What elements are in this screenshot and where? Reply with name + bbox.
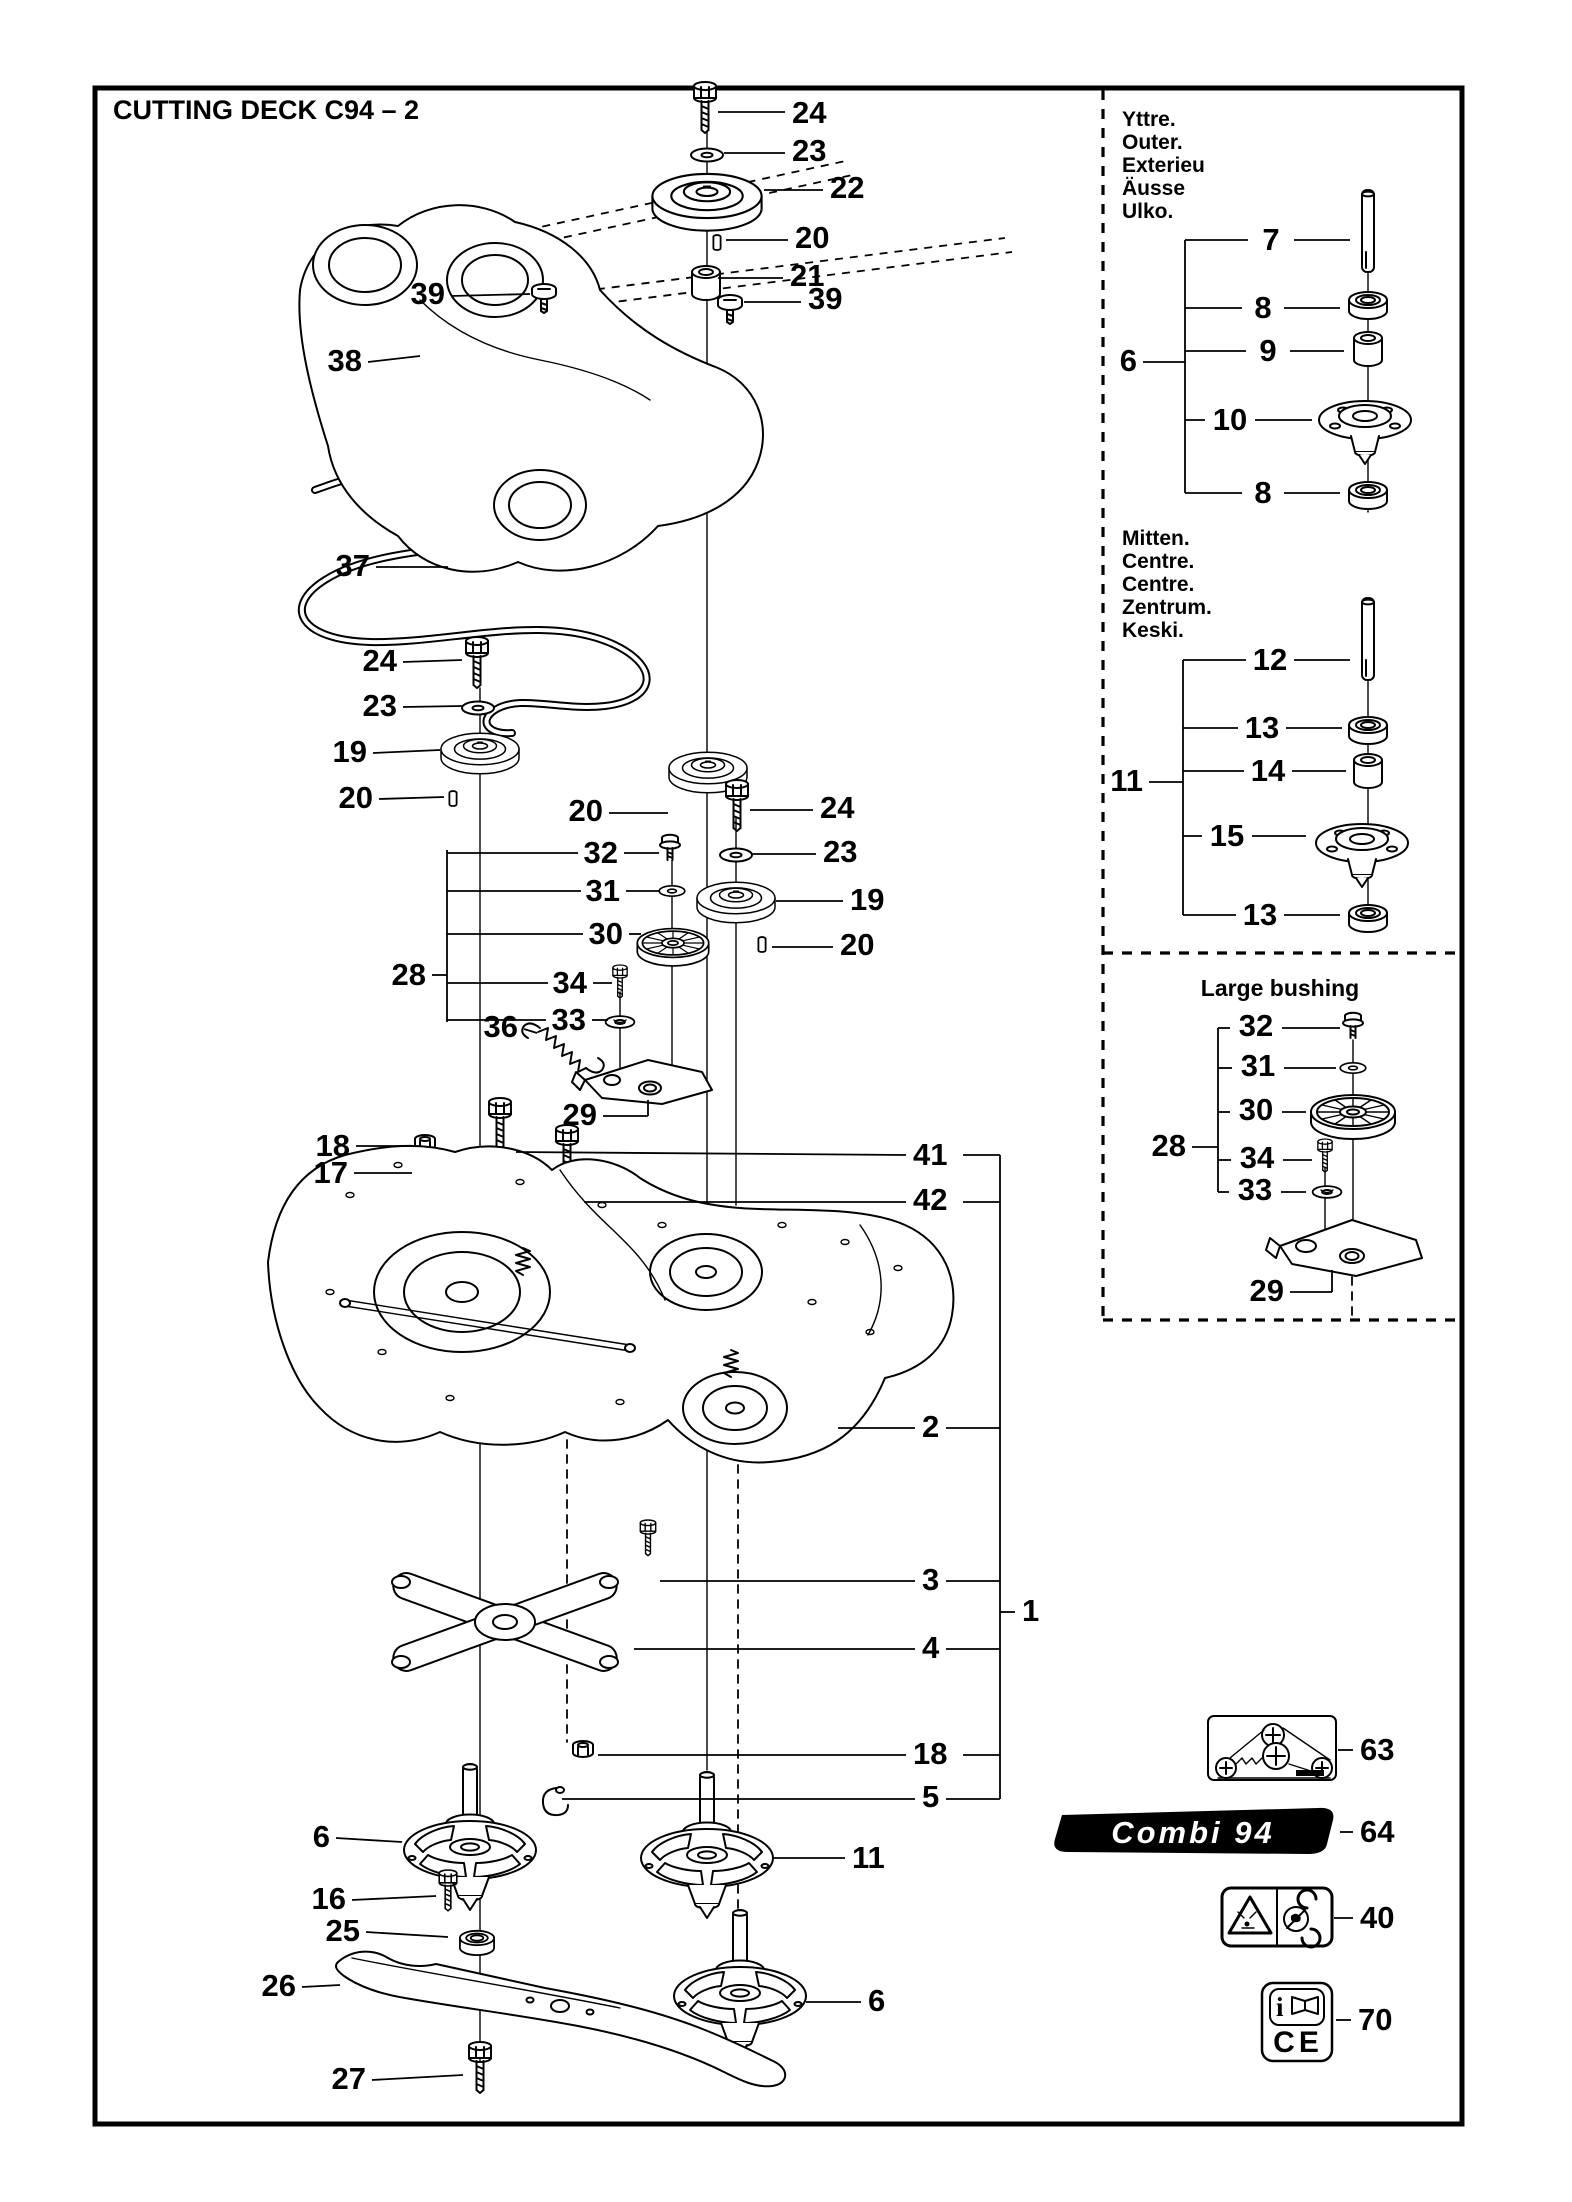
callout-leader-line [352, 1896, 436, 1900]
callout-18: 18 [913, 1736, 948, 1771]
legend-line: Exterieu [1122, 154, 1205, 177]
callout-24: 24 [362, 643, 397, 678]
callout-37: 37 [335, 548, 370, 583]
callout-leader-line [302, 1985, 340, 1987]
callout-39: 39 [808, 281, 843, 316]
callout-13: 13 [1242, 897, 1278, 932]
legend-centre [1122, 527, 1212, 642]
callout-42: 42 [913, 1182, 948, 1217]
part-screw-34-main [613, 965, 627, 998]
part-spacer-21 [692, 266, 720, 300]
info-icon: i [1276, 1992, 1284, 2022]
part-washer-23-top [691, 149, 723, 162]
part-cover-38 [299, 205, 763, 572]
callout-23: 23 [792, 133, 827, 168]
callout-20: 20 [568, 793, 603, 828]
callout-39: 39 [410, 276, 445, 311]
part-bolt-3 [640, 1520, 655, 1556]
callout-leader-line [516, 1152, 906, 1155]
part-idler-30-main [637, 929, 708, 966]
callout-6: 6 [1119, 343, 1137, 378]
centre-spindle-group [1316, 598, 1408, 932]
callout-32: 32 [583, 835, 618, 870]
callout-leader-line [524, 1029, 537, 1033]
part-bolt-32-main [660, 835, 680, 860]
callout-1: 1 [1022, 1593, 1040, 1628]
callout-leader-line [403, 706, 462, 707]
outer-spindle-group [1319, 190, 1411, 509]
callout-28: 28 [391, 957, 426, 992]
part-idler-arm-29-box [1266, 1220, 1422, 1276]
callout-20: 20 [338, 780, 373, 815]
part-bolt-24-right [726, 780, 748, 831]
callout-3: 3 [922, 1562, 940, 1597]
callout-22: 22 [830, 170, 865, 205]
callout-16: 16 [311, 1881, 346, 1916]
callout-29: 29 [562, 1097, 597, 1132]
part-clip-5 [543, 1787, 568, 1815]
part-key-20-top [713, 235, 720, 250]
callout-24: 24 [820, 790, 855, 825]
callout-36: 36 [483, 1009, 518, 1044]
callout-6: 6 [312, 1819, 330, 1854]
callout-41: 41 [913, 1137, 948, 1172]
part-deck-2 [268, 1146, 953, 1463]
part-nut-18-lower [573, 1741, 593, 1757]
part-screw-16 [439, 1870, 457, 1911]
legend-line: Centre. [1122, 550, 1195, 573]
legend-line: Zentrum. [1122, 596, 1212, 619]
callout-2: 2 [922, 1409, 940, 1444]
callout-25: 25 [325, 1913, 360, 1948]
callout-26: 26 [261, 1968, 296, 2003]
callout-8: 8 [1254, 475, 1272, 510]
callout-30: 30 [1238, 1092, 1274, 1127]
callout-23: 23 [362, 688, 397, 723]
callout-33: 33 [1237, 1172, 1273, 1207]
part-bolt-27 [469, 2042, 491, 2093]
callout-4: 4 [922, 1630, 940, 1665]
callout-63: 63 [1360, 1732, 1395, 1767]
part-bolt-24-top [694, 82, 716, 133]
callout-13: 13 [1244, 710, 1280, 745]
callout-18: 18 [315, 1128, 350, 1163]
callout-14: 14 [1250, 753, 1286, 788]
legend-line: Äusse [1122, 177, 1186, 200]
callout-70: 70 [1358, 2002, 1393, 2037]
legend-outer [1122, 108, 1205, 223]
callout-11: 11 [852, 1840, 885, 1875]
callout-28: 28 [1151, 1128, 1186, 1163]
part-spindle-6-left [404, 1764, 536, 1910]
part-washer-23-left [462, 702, 494, 715]
legend-line: Yttre. [1122, 108, 1176, 131]
callout-19: 19 [850, 882, 885, 917]
part-pulley-22 [652, 174, 761, 231]
part-key-20-left [449, 791, 456, 806]
callout-64: 64 [1360, 1814, 1395, 1849]
part-washer-33-main [606, 1016, 635, 1028]
large-bushing-group [1266, 1013, 1422, 1276]
callout-7: 7 [1262, 222, 1280, 257]
combi-94-badge-text: Combi 94 [1111, 1815, 1275, 1850]
callout-31: 31 [585, 873, 620, 908]
callout-21: 21 [790, 258, 825, 293]
callout-34: 34 [1239, 1140, 1275, 1175]
callout-15: 15 [1209, 818, 1245, 853]
part-bearing-25 [460, 1931, 494, 1955]
callout-20: 20 [795, 220, 830, 255]
legend-line: Centre. [1122, 573, 1195, 596]
callout-29: 29 [1249, 1273, 1284, 1308]
callout-leader-line [372, 2075, 463, 2080]
callout-20: 20 [840, 927, 875, 962]
page-title: CUTTING DECK C94 – 2 [113, 95, 420, 125]
callout-27: 27 [331, 2061, 366, 2096]
legend-line: Ulko. [1122, 200, 1174, 223]
decal-belt-routing-63 [1208, 1716, 1336, 1780]
callout-33: 33 [551, 1002, 586, 1037]
callout-23: 23 [823, 834, 858, 869]
legend-line: Mitten. [1122, 527, 1190, 550]
part-bolt-41 [489, 1098, 511, 1149]
callout-leader-line [366, 1932, 448, 1937]
callout-38: 38 [327, 343, 362, 378]
part-screw-39-right [718, 295, 742, 324]
part-blade-support-4 [390, 1569, 621, 1674]
part-bolt-24-left [466, 637, 488, 688]
legend-line: Outer. [1122, 131, 1183, 154]
callout-leader-line [373, 750, 440, 753]
part-washer-31-main [659, 886, 685, 896]
callout-8: 8 [1254, 290, 1272, 325]
part-pulley-19-left [441, 733, 519, 774]
callout-19: 19 [332, 734, 367, 769]
part-key-20-right [758, 937, 765, 952]
callout-40: 40 [1360, 1900, 1395, 1935]
callout-32: 32 [1238, 1008, 1274, 1043]
part-washer-33-box [1313, 1186, 1342, 1198]
callout-34: 34 [552, 965, 587, 1000]
callout-30: 30 [588, 916, 623, 951]
callout-5: 5 [922, 1779, 940, 1814]
callout-leader-line [336, 1838, 402, 1842]
callout-11: 11 [1110, 763, 1143, 798]
callout-24: 24 [792, 95, 827, 130]
callout-17: 17 [313, 1155, 348, 1190]
part-spindle-11 [641, 1772, 773, 1918]
decal-warning-40 [1222, 1888, 1332, 1947]
part-pulley-19-right [697, 882, 775, 923]
legend-line: Keski. [1122, 619, 1184, 642]
callout-leader-line [403, 660, 462, 662]
callout-9: 9 [1259, 333, 1277, 368]
ce-mark: CE [1273, 2026, 1323, 2059]
callout-10: 10 [1212, 402, 1248, 437]
callout-6: 6 [868, 1983, 886, 2018]
part-washer-23-right [720, 849, 752, 862]
callout-leader-line [379, 797, 444, 799]
callout-31: 31 [1240, 1048, 1276, 1083]
large-bushing-title: Large bushing [1200, 975, 1360, 1001]
callout-12: 12 [1252, 642, 1288, 677]
